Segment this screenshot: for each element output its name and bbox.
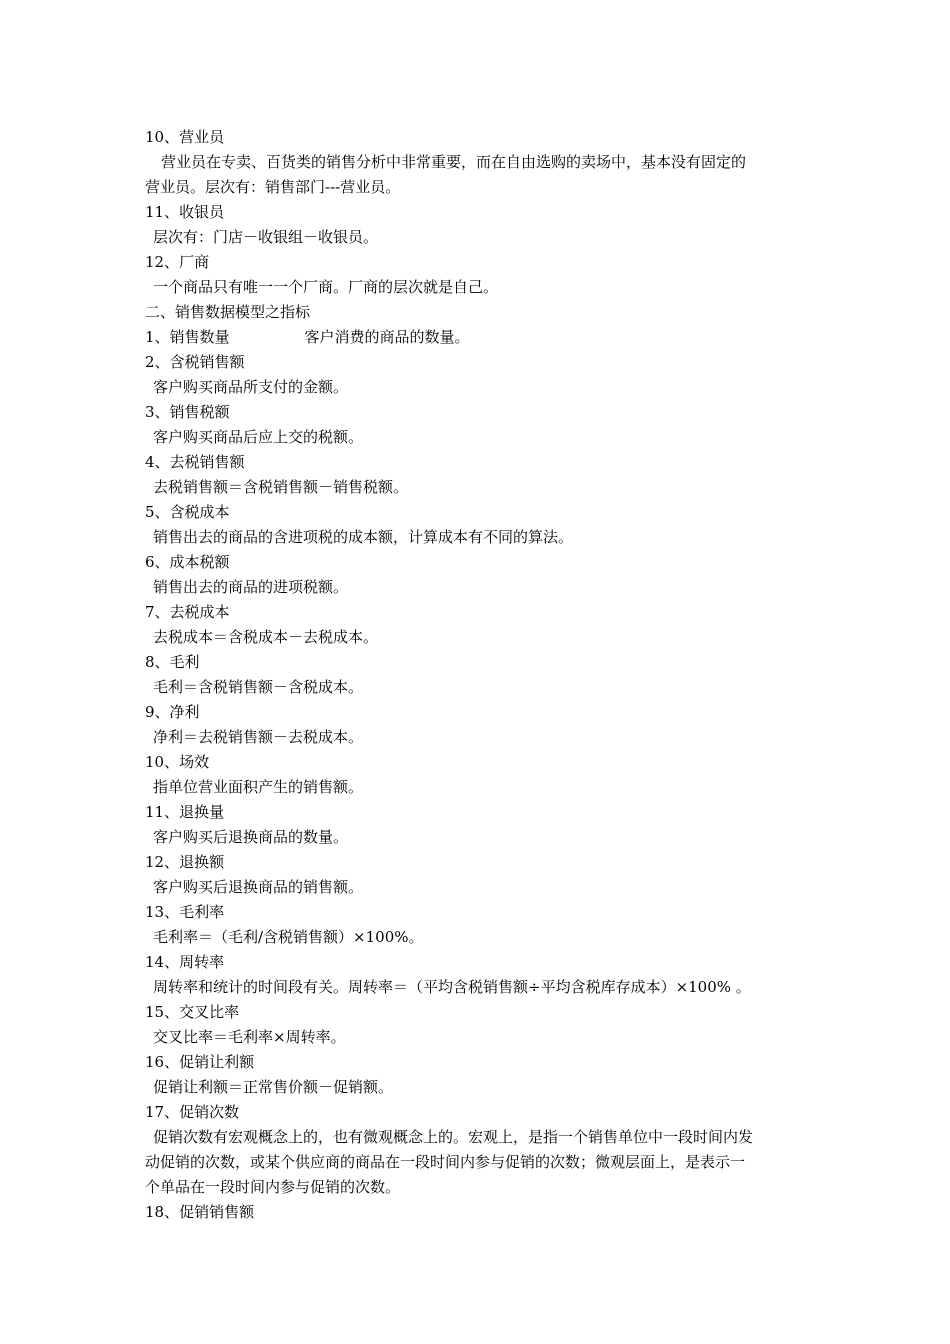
metric-desc-2: 客户购买商品所支付的金额。 <box>153 378 349 396</box>
document-page <box>145 125 810 1225</box>
metric-heading-15: 15、交叉比率 <box>145 1003 240 1021</box>
metric-desc-11: 客户购买后退换商品的数量。 <box>153 828 349 846</box>
metric-desc-17-line3: 个单品在一段时间内参与促销的次数。 <box>145 1178 401 1196</box>
metric-desc-3: 客户购买商品后应上交的税额。 <box>153 428 364 446</box>
metric-heading-4: 4、去税销售额 <box>145 453 245 471</box>
metric-desc-16: 促销让利额＝正常售价额－促销额。 <box>153 1078 394 1096</box>
metric-desc-17-line1: 促销次数有宏观概念上的，也有微观概念上的。宏观上，是指一个销售单位中一段时间内发 <box>153 1128 754 1146</box>
metric-desc-9: 净利＝去税销售额－去税成本。 <box>153 728 364 746</box>
metric-heading-1 <box>145 325 810 350</box>
metric-heading-9: 9、净利 <box>145 703 200 721</box>
metric-desc-5: 销售出去的商品的含进项税的成本额，计算成本有不同的算法。 <box>153 528 574 546</box>
metric-desc-14: 周转率和统计的时间段有关。周转率＝（平均含税销售额÷平均含税库存成本）×100% 。 <box>153 978 751 996</box>
item-heading-12-manufacturer: 12、厂商 <box>145 253 210 271</box>
metric-desc-1-inline: 客户消费的商品的数量。 <box>304 328 470 346</box>
metric-heading-14: 14、周转率 <box>145 953 225 971</box>
metric-desc-6: 销售出去的商品的进项税额。 <box>153 578 349 596</box>
metric-desc-8: 毛利＝含税销售额－含税成本。 <box>153 678 364 696</box>
metric-heading-12: 12、退换额 <box>145 853 225 871</box>
metric-heading-11: 11、退换量 <box>145 803 225 821</box>
metric-heading-5: 5、含税成本 <box>145 503 230 521</box>
metric-heading-6: 6、成本税额 <box>145 553 230 571</box>
metric-heading-13: 13、毛利率 <box>145 903 225 921</box>
metric-heading-18: 18、促销销售额 <box>145 1203 255 1221</box>
metric-desc-15: 交叉比率＝毛利率×周转率。 <box>153 1028 346 1046</box>
metric-heading-2: 2、含税销售额 <box>145 353 245 371</box>
metric-desc-13: 毛利率＝（毛利/含税销售额）×100%。 <box>153 928 424 946</box>
item-desc-10-line1: 营业员在专卖、百货类的销售分析中非常重要，而在自由选购的卖场中，基本没有固定的 <box>161 153 747 171</box>
metric-heading-10: 10、场效 <box>145 753 210 771</box>
item-desc-11: 层次有：门店－收银组－收银员。 <box>153 228 379 246</box>
metric-heading-7: 7、去税成本 <box>145 603 230 621</box>
metric-heading-16: 16、促销让利额 <box>145 1053 255 1071</box>
metric-desc-17-line2: 动促销的次数，或某个供应商的商品在一段时间内参与促销的次数；微观层面上，是表示一 <box>145 1153 746 1171</box>
metric-heading-3: 3、销售税额 <box>145 403 230 421</box>
metric-heading-8: 8、毛利 <box>145 653 200 671</box>
metric-heading-1-label: 1、销售数量 <box>145 328 230 346</box>
item-desc-10-line2: 营业员。层次有：销售部门---营业员。 <box>145 178 401 196</box>
metric-desc-7: 去税成本＝含税成本－去税成本。 <box>153 628 379 646</box>
metric-desc-12: 客户购买后退换商品的销售额。 <box>153 878 364 896</box>
item-heading-10-salesperson: 10、营业员 <box>145 128 225 146</box>
item-desc-12: 一个商品只有唯一一个厂商。厂商的层次就是自己。 <box>153 278 499 296</box>
metric-heading-17: 17、促销次数 <box>145 1103 240 1121</box>
section-title-metrics: 二、销售数据模型之指标 <box>145 303 311 321</box>
metric-desc-4: 去税销售额＝含税销售额－销售税额。 <box>153 478 409 496</box>
item-heading-11-cashier: 11、收银员 <box>145 203 225 221</box>
metric-desc-10: 指单位营业面积产生的销售额。 <box>153 778 364 796</box>
